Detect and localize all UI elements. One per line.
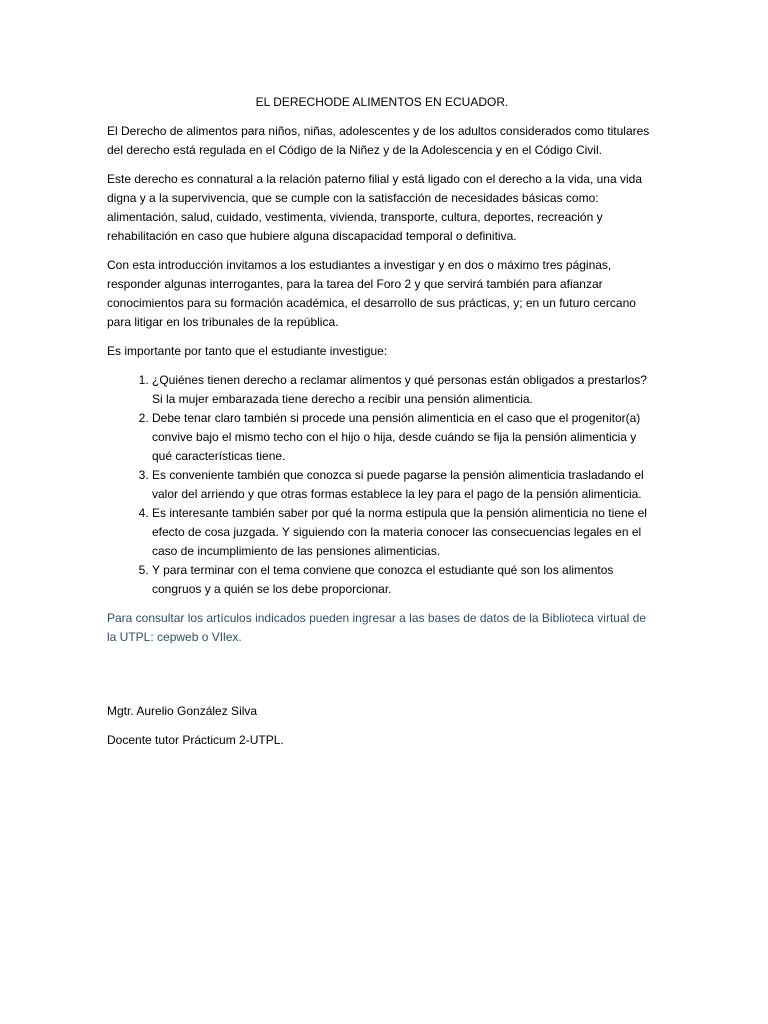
questions-list (107, 371, 657, 599)
document-title: EL DERECHODE ALIMENTOS EN ECUADOR. (255, 95, 509, 109)
document-content (107, 93, 657, 760)
list-item: 4. Es interesante también saber por qué la norma estipula que la pensión alimenticia no tiene el efecto de cosa juzgada. Y siguiendo con la materia conocer las consecuencias legales en el caso de incumplimiento de las pensiones alimenticias. (152, 504, 657, 561)
author-name: Mgtr. Aurelio González Silva (107, 704, 258, 718)
author-role: Docente tutor Prácticum 2-UTPL. (107, 733, 284, 747)
list-item: 3. Es conveniente también que conozca si puede pagarse la pensión alimenticia trasladando el valor del arriendo y que otras formas establece la ley para el pago de la pensión alimenticia. (152, 466, 657, 504)
paragraph-right-nature: Este derecho es connatural a la relación paterno filial y está ligado con el derecho a la vida, una vida digna y a la supervivencia, que se cumple con la satisfacción de necesidades básicas como: alimentación, salud, cuidado, vestimenta, vivienda, transporte, cultura, deportes, recreación y rehabilitación en caso que hubiere alguna discapacidad temporal o definitiva. (107, 172, 643, 243)
paragraph-intro: El Derecho de alimentos para niños, niñas, adolescentes y de los adultos considerados como titulares del derecho está regulada en el Código de la Niñez y de la Adolescencia y en el Código Civil. (107, 124, 650, 157)
paragraph-list-intro: Es importante por tanto que el estudiante investigue: (107, 344, 388, 358)
list-item: 1. ¿Quiénes tienen derecho a reclamar alimentos y qué personas están obligados a prestarlos? Si la mujer embarazada tiene derecho a recibir una pensión alimenticia. (152, 371, 657, 409)
paragraph-assignment: Con esta introducción invitamos a los estudiantes a investigar y en dos o máximo tres páginas, responder algunas interrogantes, para la tarea del Foro 2 y que servirá también para afianzar conocimientos para su formación académica, el desarrollo de sus prácticas, y; en un futuro cercano para litigar en los tribunales de la república. (107, 258, 636, 329)
signature-block (107, 702, 657, 750)
resource-note: Para consultar los artículos indicados pueden ingresar a las bases de datos de la Biblioteca virtual de la UTPL: cepweb o VIlex. (107, 611, 646, 644)
list-item: 2. Debe tenar claro también si procede una pensión alimenticia en el caso que el progenitor(a) convive bajo el mismo techo con el hijo o hija, desde cuándo se fija la pensión alimenticia y qué características tiene. (152, 409, 657, 466)
list-item: 5. Y para terminar con el tema conviene que conozca el estudiante qué son los alimentos congruos y a quién se los debe proporcionar. (152, 561, 657, 599)
